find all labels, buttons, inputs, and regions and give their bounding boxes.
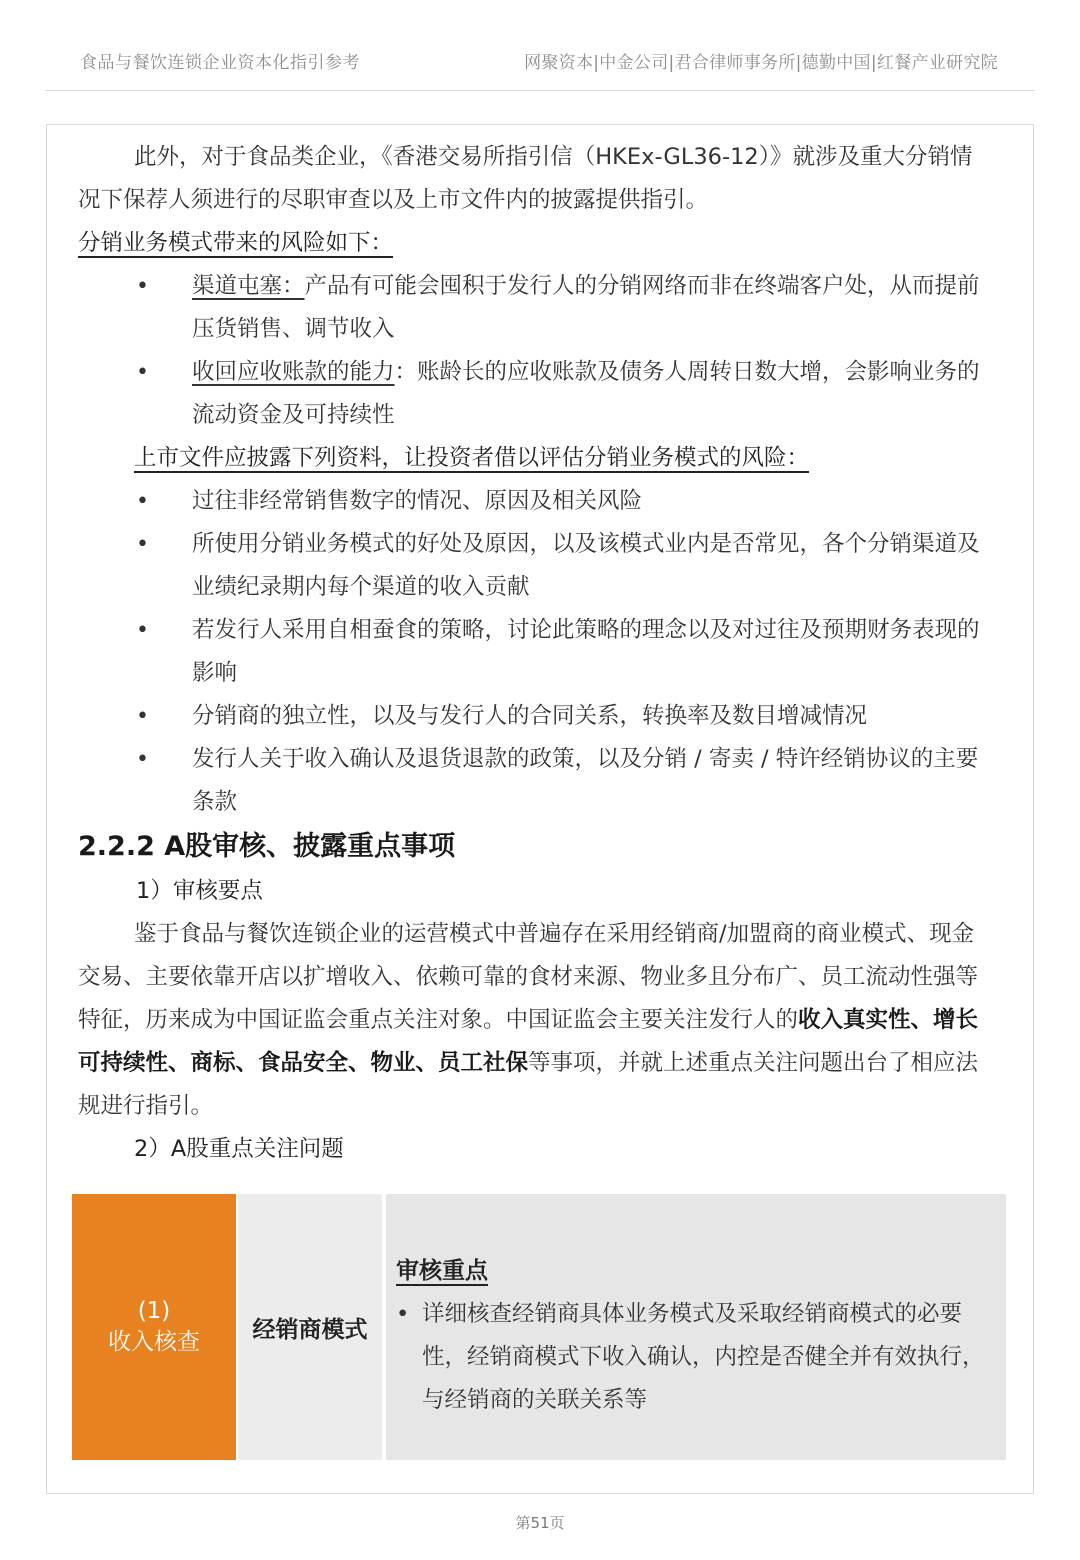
risk-term: 收回应收账款的能力 <box>192 359 395 385</box>
page-header <box>0 0 1080 92</box>
category-cell <box>72 1194 236 1460</box>
subcategory-cell <box>238 1194 382 1460</box>
bullet-icon: • <box>136 618 149 643</box>
bullet-icon: • <box>136 704 149 729</box>
disclosure-text: 所使用分销业务模式的好处及原因，以及该模式业内是否常见，各个分销渠道及业绩纪录期内每个渠道的收入贡献 <box>192 531 980 600</box>
bullet-icon: • <box>136 274 149 299</box>
bullet-icon: • <box>136 489 149 514</box>
disclosure-text: 过往非经常销售数字的情况、原因及相关风险 <box>192 488 643 514</box>
category-label: 收入核查 <box>108 1329 200 1355</box>
main-content <box>78 136 994 1171</box>
list-item <box>78 609 994 695</box>
subcategory-label: 经销商模式 <box>252 1316 368 1343</box>
disclosure-heading: 上市文件应披露下列资料，让投资者借以评估分销业务模式的风险： <box>134 445 810 471</box>
detail-item <box>396 1293 986 1422</box>
header-organizations: 网聚资本|中金公司|君合律师事务所|德勤中国|红餐产业研究院 <box>524 53 998 73</box>
risk-text: ：账龄长的应收账款及债务人周转日数大增，会影响业务的流动资金及可持续性 <box>192 359 980 428</box>
risks-list <box>78 265 994 437</box>
list-item <box>78 695 994 738</box>
list-item <box>78 351 994 437</box>
bullet-icon: • <box>136 360 149 385</box>
detail-text: 详细核查经销商具体业务模式及采取经销商模式的必要性，经销商模式下收入确认，内控是否健全并有效执行，与经销商的关联关系等 <box>422 1301 985 1413</box>
bullet-icon: • <box>136 532 149 557</box>
category-number: (1) <box>137 1298 171 1324</box>
review-table <box>72 1194 1006 1460</box>
paragraph-bold-text: 收入真实性、增长可持续性、商标、食品安全、物业、员工社保 <box>78 1007 979 1076</box>
disclosure-text: 发行人关于收入确认及退货退款的政策，以及分销 / 寄卖 / 特许经销协议的主要条款 <box>192 746 979 815</box>
page-number: 第51页 <box>515 1514 565 1532</box>
review-paragraph <box>78 913 994 1128</box>
risk-term: 渠道屯塞： <box>192 273 305 299</box>
list-item <box>78 523 994 609</box>
list-item <box>78 265 994 351</box>
a-share-issues-heading: 2）A股重点关注问题 <box>134 1136 344 1162</box>
detail-cell <box>386 1194 1006 1460</box>
header-divider <box>45 90 1035 91</box>
paragraph-text: 等事项，并就上述重点关注问题出台了相应法规进行指引。 <box>78 1050 979 1119</box>
disclosure-text: 分销商的独立性，以及与发行人的合同关系，转换率及数目增减情况 <box>192 703 868 729</box>
bullet-icon: • <box>136 747 149 772</box>
risk-text: 产品有可能会囤积于发行人的分销网络而非在终端客户处，从而提前压货销售、调节收入 <box>192 273 980 342</box>
risks-heading: 分销业务模式带来的风险如下： <box>78 230 394 256</box>
intro-paragraph: 此外，对于食品类企业，《香港交易所指引信（HKEx-GL36-12）》就涉及重大分销情况下保荐人须进行的尽职审查以及上市文件内的披露提供指引。 <box>78 144 973 213</box>
header-document-title: 食品与餐饮连锁企业资本化指引参考 <box>80 53 360 73</box>
detail-title: 审核重点 <box>396 1258 488 1284</box>
section-title: 2.2.2 A股审核、披露重点事项 <box>78 831 456 862</box>
paragraph-text: 鉴于食品与餐饮连锁企业的运营模式中普遍存在采用经销商/加盟商的商业模式、现金交易、主要依靠开店以扩增收入、依赖可靠的食材来源、物业多且分布广、员工流动性强等特征，历来成为中国证监会重点关注对象。中国证监会主要关注发行人的 <box>78 921 979 1033</box>
bullet-icon: • <box>396 1301 410 1327</box>
list-item <box>78 738 994 824</box>
review-points-heading: 1）审核要点 <box>136 878 263 904</box>
list-item <box>78 480 994 523</box>
disclosure-text: 若发行人采用自相蚕食的策略，讨论此策略的理念以及对过往及预期财务表现的影响 <box>192 617 980 686</box>
disclosure-list <box>78 480 994 824</box>
